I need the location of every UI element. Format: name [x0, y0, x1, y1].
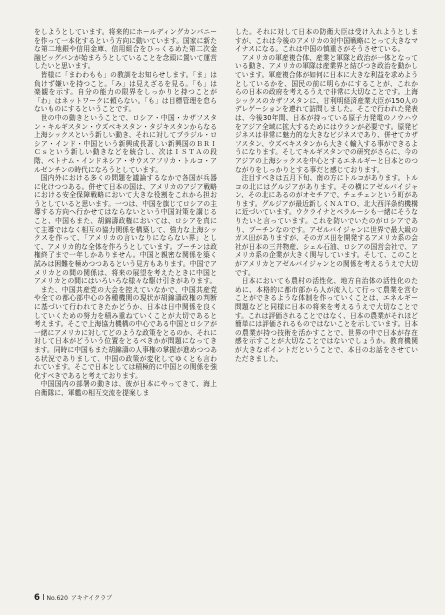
issue-number: No.620 — [46, 595, 68, 602]
publication-name: アキナイクラブ — [70, 595, 113, 602]
paragraph: 世の中の動きということで、ロシア・中国・カザフスタン・キルギスタン・ウズベキスタン・タジキスタンからなる上海シックスという新しい動き、それに対してブラジル・ロシア・インド・中国という新興成長著しい新興国のＢＲＩＣｓという新しい動きなどを統合し、次はＩＳＴＡの段階、ベトナム・インドネシア・サウスアフリカ・トルコ・アルゼンチンの時代になろうとしています。 — [34, 113, 217, 174]
paragraph: をしようとしています。将来的にホールディングカンパニーを作って一本化するという方向に動いています。国家に新たな第二地銀や信用金庫、信用組合をひっくるめた第二次金融ビッグバンが始まろうとしていることを念頭に置いて運営したいと思います。 — [34, 28, 217, 71]
paragraph: した。それに対して日本の防衛大臣は受け入れようとしますが、これは今後のアメリカの対中国戦略にとって大きなマイナスになる。これは中国の慎重さがそうさせている。 — [235, 28, 418, 54]
paragraph: また、中国共産党の大会を控えていなかで、中国共産党や全ての都心部中心の各種機関の現状が胡錦濤政権の判断に基づいて行われてきたかどうか、日本は日中関係を良くしていくための努力を積み重ねていくことが大切であると考えます。そこで上海協力機構の中心である中国とロシアが一緒にアメリカに対してどのような政策をとるのか、それに対して日本がどういう位置をとるべきかが問題になってきます。同時に中国もまた胡錦濤の人事権の掌握が進めつつある状況でありまして、中国の政策が変化してゆくとも言われています。そこで日本としては積極的に中国との関係を強化すべきであると考えております。 — [34, 285, 217, 380]
left-column — [34, 28, 217, 584]
paragraph: アメリカの軍産複合体、産業と軍隊と政治が一体となっている動き、アメリカの軍隊は産業界と結びつき政治を動かしています。軍産複合体が如何に日本に大きな利益を求めようとしているかを、国民の前に明らかにすることが、これからの日本の政府を考えるうえで非常に大切なことです。上海シックスのカザフスタンに、甘利明経済産業大臣が150人のデレゲーションを連れて訪問しました。そこで行われた発表は、今後30年間、日本が持っている原子力発電のノウハウをアジア全域に拡大するためにはウランが必要です。原発ビジネスは非常に魅力的な大きなビジネスであり、併せてカザフスタン、ウズベキスタンから大きく輸入する事ができるようになります。そしてキルギスタンでの研究がさらに、今のアジアの上海シックスを中心とするエネルギーと日本とのつながりをしっかりとする事だと感じております。 — [235, 53, 418, 174]
paragraph: 中国国内の部署の動きは、彼が日本にやってきて、海上自衛隊に、軍艦の相互交流を提案しま — [34, 380, 217, 397]
page-footer — [34, 594, 112, 602]
paragraph: 日本においても農村の活性化、地方自治体の活性化のために、本格的に都市部から人が流入して行って農業を営むことができるような体制を作っていくことは、エネルギー問題などと同様に日本の将来を考えるうえで大切なことです。これは評価されることではなく、日本の農業がそれほど簡単には評価されるものではないことを示しています。日本の農業が持つ技術を活かすことで、世界の中で日本が存在感を示すことが大切なことではないでしょうか。教育機関が大きなポイントだということで、本日のお話をさせていただきました。 — [235, 277, 418, 363]
paragraph: 皆様に「まわわもも」の教訓をお知らせします。「ま」は負けず嫌いを持つこと。「み」は見えざるを見る。「も」は楽観を示す。自分の能力の限界をしっかりと持つことが「わ」はネットワークに頼らない。「も」は目標管理を怠らないものにするということです。 — [34, 70, 217, 114]
right-column — [235, 28, 418, 584]
footer-separator — [43, 594, 44, 600]
page-number: 6 — [34, 593, 40, 603]
article-body — [34, 28, 418, 584]
paragraph: 注目すべきは五月下旬、南の方にトルコがあります。トルコの北にはグルジアがあります。その横にアゼルバイジャン、その北にあるのがオセチアで、チェチェンという町があります。グルジアが最近新しくＮＡＴＯ、北大西洋条約機構に近づいています。ウクライナとベラルーシも一緒にそうなりたいと言っています。これを防いでいたのがロシアであり、プーチンなのです。アゼルバイジャンに世界で最大級のガス田がありますが、そのガス田を開発するアメリカ系の会社が日本の三井物産、シェル石油、ロシアの国営会社で、アメリカ系の企業が大きく関与しています。そして、このことがアメリカとアゼルバイジャンとの関係を考えるうえで大切です。 — [235, 174, 418, 277]
paragraph: 国内外における多くの問題を議論するなかで各国が兵器に化けつつある。併せて日本の国は、アメリカのアジア戦略における安全保障戦略において大きな役割をこれから担おうとしていると思います。一つは、中国を旗じてロシアの主導する方向へ行かせてはならないという中国対策を講じること、中国もまた、胡錦濤政権においては、ロシアを真にて主導ではなく相互の協力関係を構築して、強力な上海シックスを作って、「アメリカの言いなりにならない界」として、アメリカ的な全体を作ろうとしています。プーチンは政権終了まで一年しかありません。中国と親密な関係を築く試みは困難を極めつつあるという見方もあります。中国でアメリカとの間の関係は、将来の展望を考えたときに中国とアメリカとの間にはいろいろな様々な駆け引きがあります。 — [34, 174, 217, 286]
